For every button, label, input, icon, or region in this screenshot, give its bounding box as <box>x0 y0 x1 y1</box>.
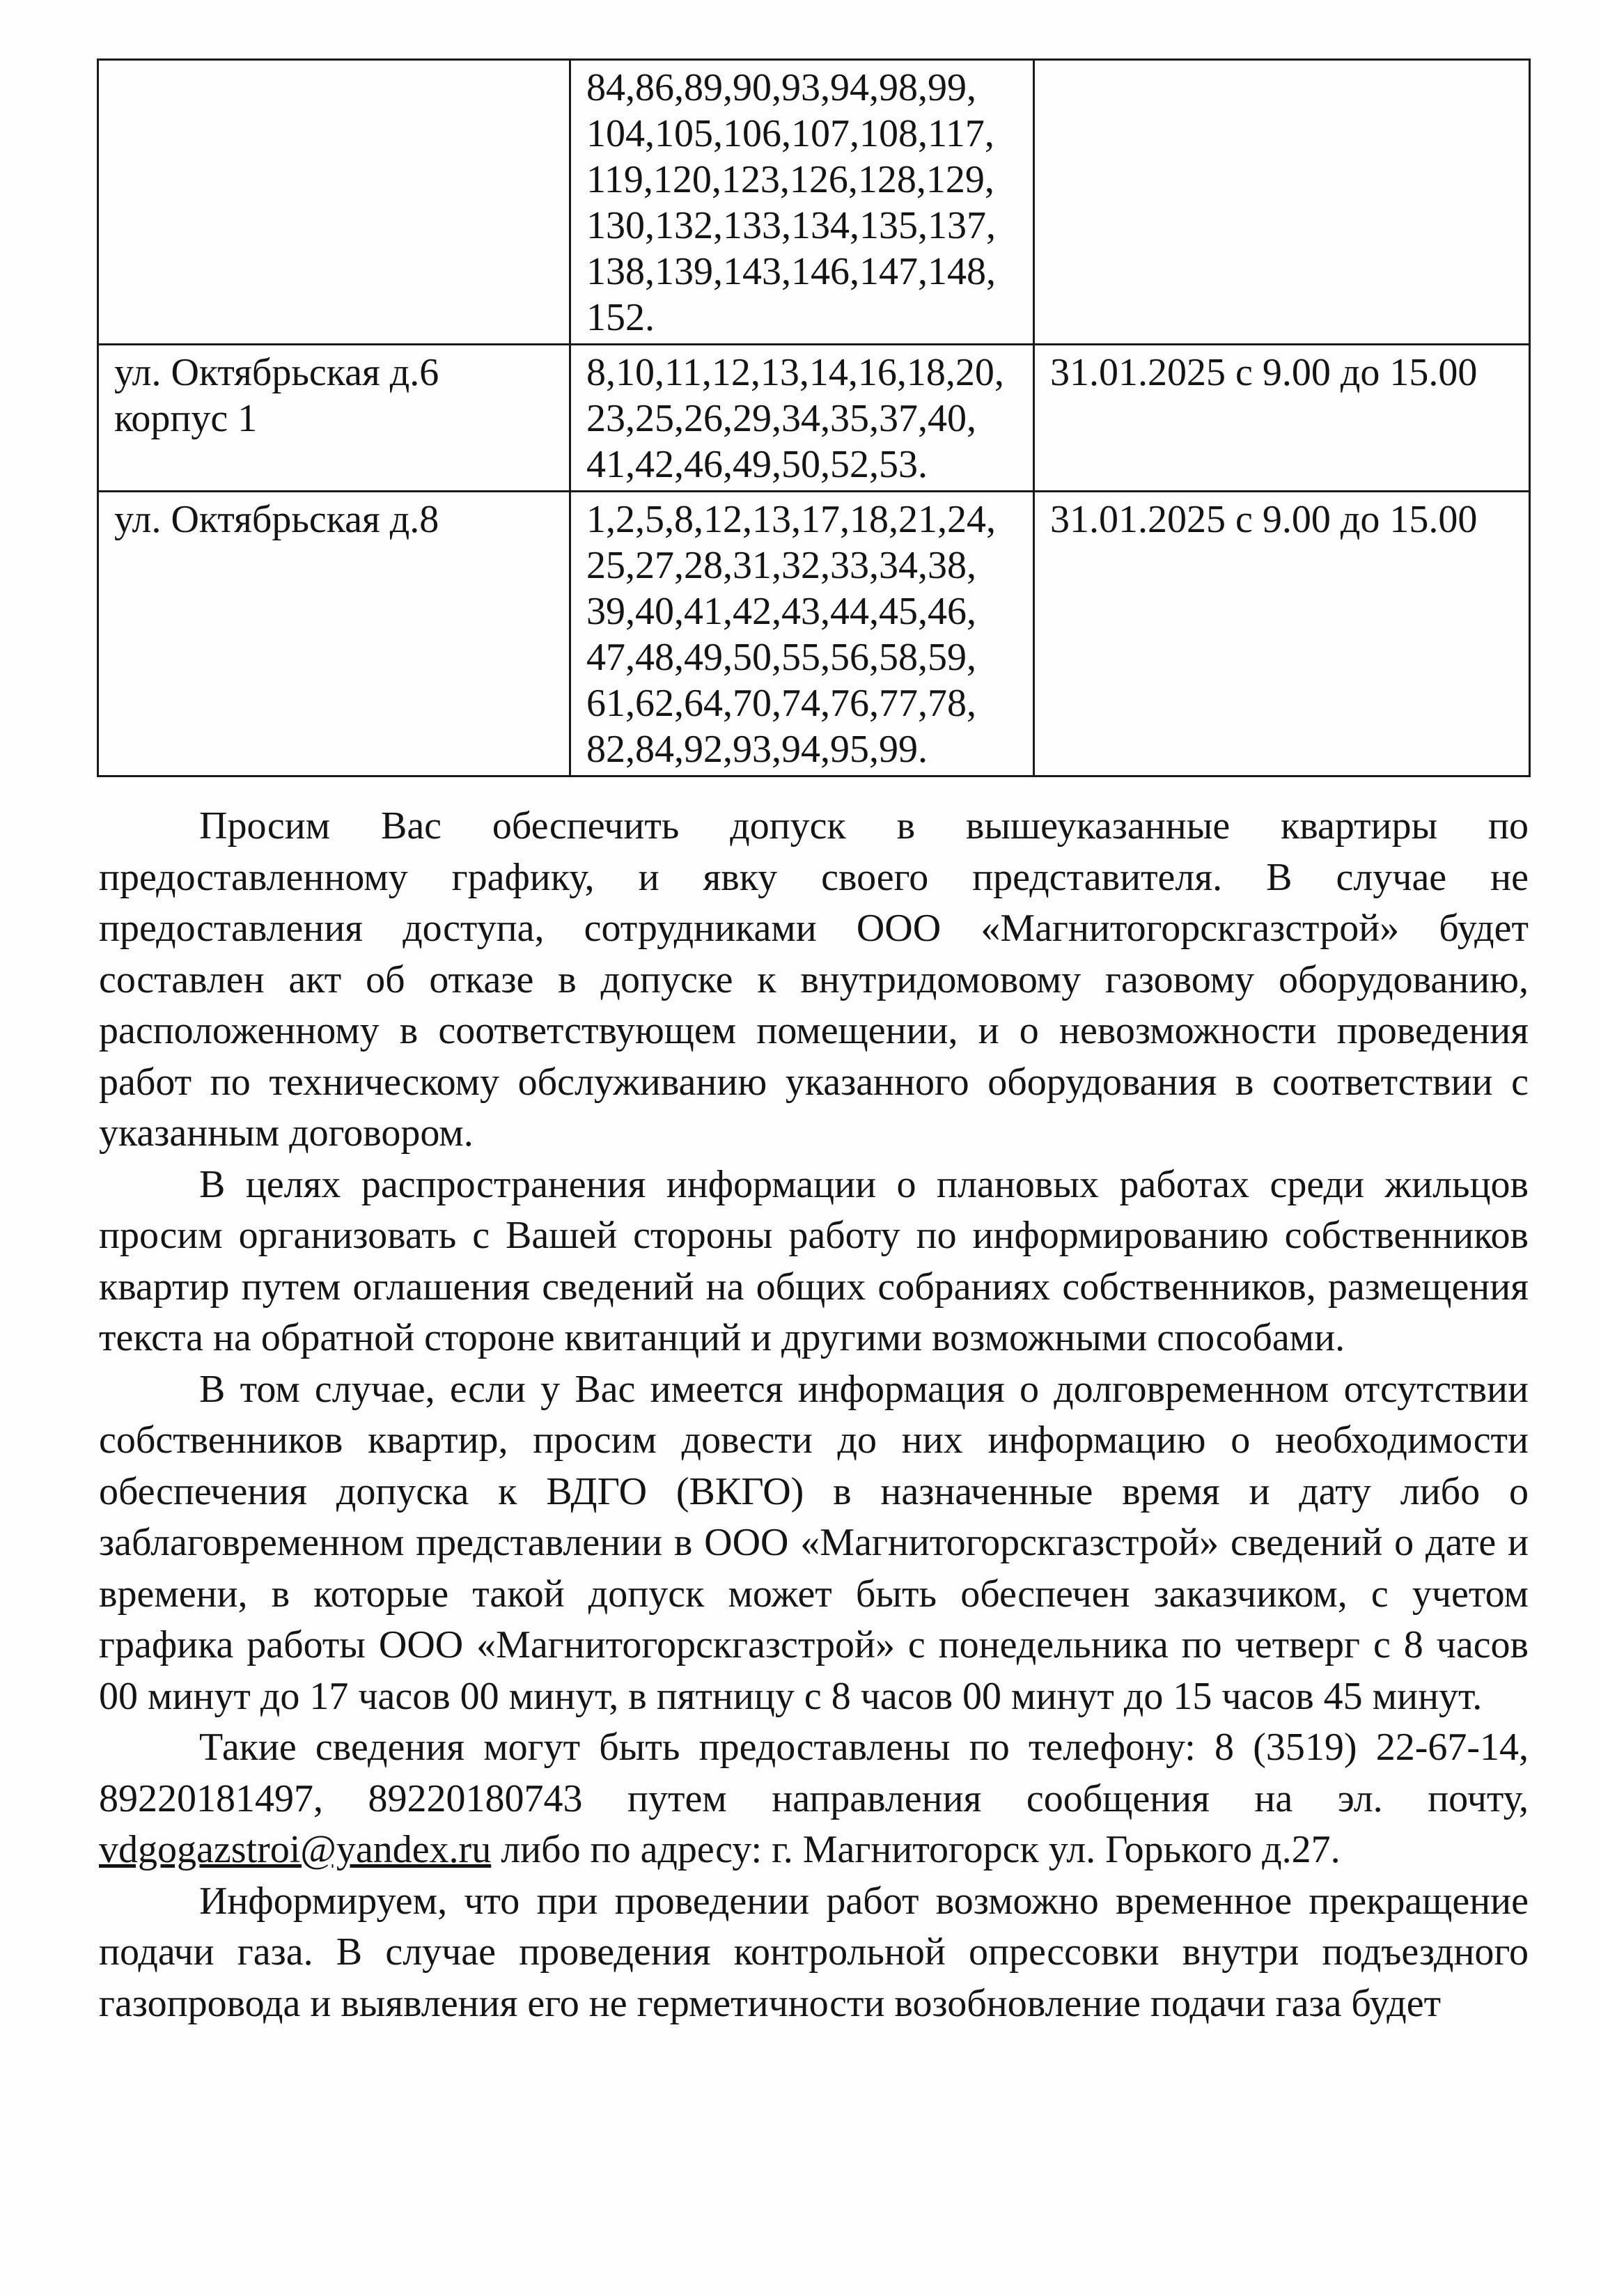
table-row <box>98 492 1530 776</box>
apartments-cell <box>570 345 1034 492</box>
paragraph-absent-owners: В том случае, если у Вас имеется информация о долговременном отсутствии собственников квартир, просим довести до них информацию о необходимости обеспечения допуска к ВДГО (ВКГО) в назначенные время и дату либо о заблаговременном представлении в ООО «Магнитогорскгазстрой» сведений о дате и времени, в которые такой допуск может быть обеспечен заказчиком, с учетом графика работы ООО «Магнитогорскгазстрой» с понедельника по четверг с 8 часов 00 минут до 17 часов 00 минут, в пятницу с 8 часов 00 минут до 15 часов 45 минут. <box>99 1367 1529 1718</box>
apartments-cell-line: 41,42,46,49,50,52,53. <box>586 443 928 486</box>
apartments-cell-line: 47,48,49,50,55,56,58,59, <box>586 636 976 679</box>
apartments-cell-line: 84,86,89,90,93,94,98,99, <box>586 66 976 109</box>
apartments-cell <box>570 60 1034 345</box>
paragraph-gas-supply: Информируем, что при проведении работ возможно временное прекращение подачи газа. В случае проведения контрольной опрессовки внутри подъездного газопровода и выявления его не герметичности возобновление подачи газа будет <box>99 1879 1529 2025</box>
date-cell-text: 31.01.2025 с 9.00 до 15.00 <box>1050 351 1478 394</box>
apartments-cell-line: 82,84,92,93,94,95,99. <box>586 728 928 771</box>
address-cell-line: ул. Октябрьская д.8 <box>114 498 439 541</box>
address-cell <box>98 345 570 492</box>
apartments-cell-line: 61,62,64,70,74,76,77,78, <box>586 682 976 725</box>
table-row <box>98 345 1530 492</box>
contacts-text: Такие сведения могут быть предоставлены по телефону: 8 (3519) 22-67-14, 89220181497, 89220180743 путем направления сообщения на эл. почту, <box>99 1726 1529 1820</box>
paragraph-information-distribution: В целях распространения информации о плановых работах среди жильцов просим организовать с Вашей стороны работу по информированию собственников квартир путем оглашения сведений на общих собраниях собственников, размещения текста на обратной стороне квитанций и другими возможными способами. <box>99 1162 1529 1359</box>
paragraph-access-request: Просим Вас обеспечить допуск в вышеуказанные квартиры по предоставленному графику, и явку своего представителя. В случае не предоставления доступа, сотрудниками ООО «Магнитогорскгазстрой» будет составлен акт об отказе в допуске к внутридомовому газовому оборудованию, расположенному в соответствующем помещении, и о невозможности проведения работ по техническому обслуживанию указанного оборудования в соответствии с указанным договором. <box>99 804 1529 1155</box>
address-cell-line: корпус 1 <box>114 397 258 440</box>
schedule-table-body <box>98 60 1530 776</box>
apartments-cell-line: 138,139,143,146,147,148, <box>586 250 996 293</box>
date-cell-text: 31.01.2025 с 9.00 до 15.00 <box>1050 498 1478 541</box>
apartments-cell-line: 25,27,28,31,32,33,34,38, <box>586 544 976 587</box>
apartments-cell <box>570 492 1034 776</box>
apartments-cell-line: 152. <box>586 296 655 339</box>
apartments-cell-line: 130,132,133,134,135,137, <box>586 204 996 247</box>
apartments-cell-line: 119,120,123,126,128,129, <box>586 158 994 201</box>
address-cell <box>98 60 570 345</box>
address-cell <box>98 492 570 776</box>
apartments-cell-line: 39,40,41,42,43,44,45,46, <box>586 590 976 633</box>
letter-body <box>99 801 1529 2029</box>
address-text: либо по адресу: г. Магнитогорск ул. Горького д.27. <box>491 1828 1341 1871</box>
email-link[interactable]: vdgogazstroi@yandex.ru <box>99 1828 492 1871</box>
apartments-cell-line: 23,25,26,29,34,35,37,40, <box>586 397 976 440</box>
apartments-cell-line: 104,105,106,107,108,117, <box>586 112 994 155</box>
date-cell <box>1034 345 1530 492</box>
date-cell <box>1034 60 1530 345</box>
paragraph-contacts <box>99 1722 1529 1876</box>
schedule-table <box>97 58 1531 777</box>
address-cell-line: ул. Октябрьская д.6 <box>114 351 439 394</box>
apartments-cell-line: 1,2,5,8,12,13,17,18,21,24, <box>586 498 996 541</box>
table-row <box>98 60 1530 345</box>
date-cell <box>1034 492 1530 776</box>
apartments-cell-line: 8,10,11,12,13,14,16,18,20, <box>586 351 1004 394</box>
